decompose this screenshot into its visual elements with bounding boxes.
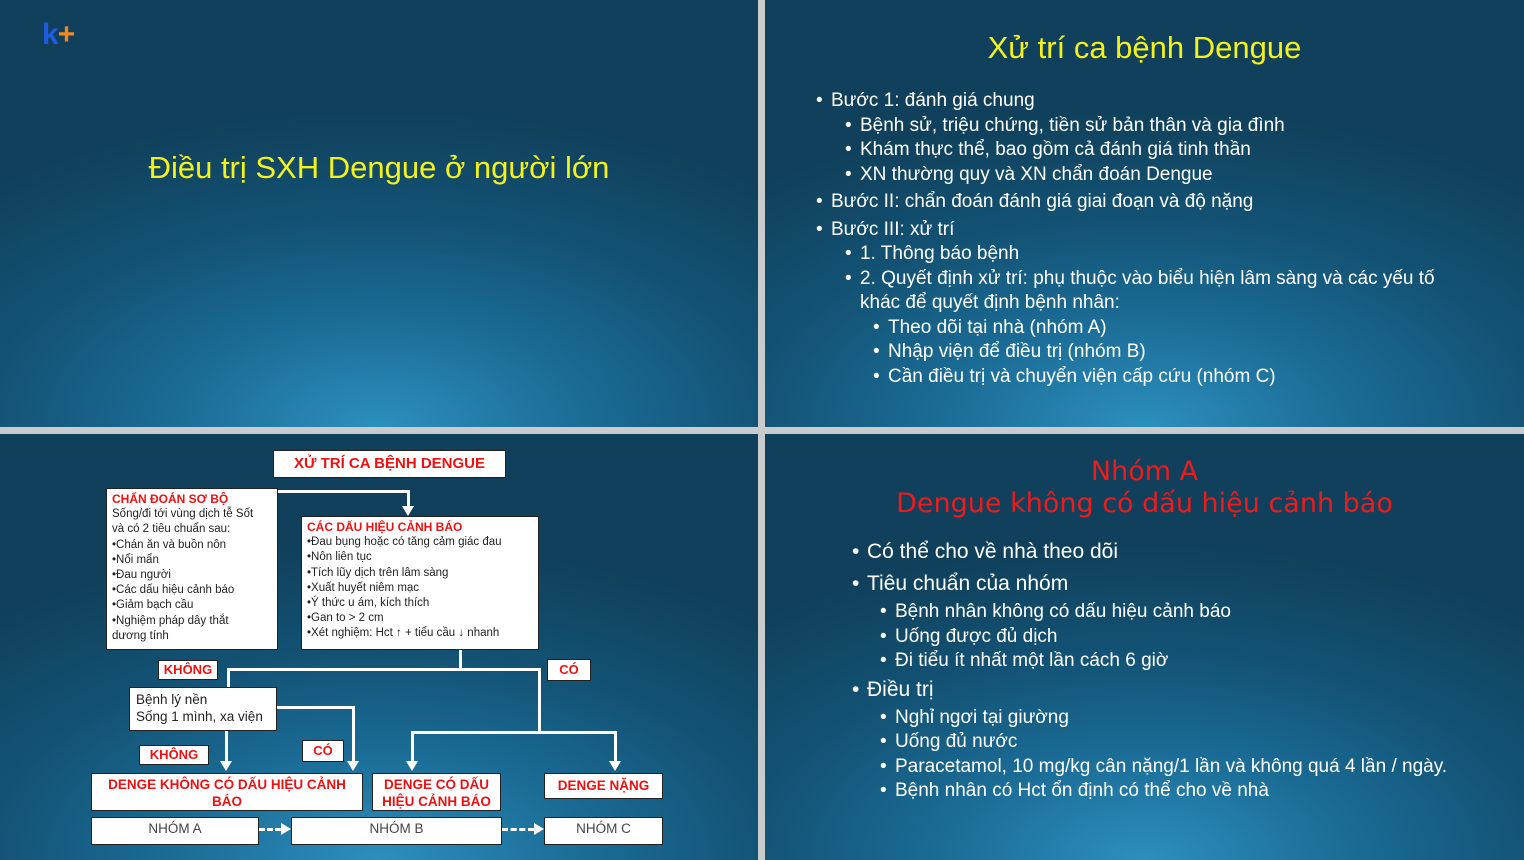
group-c-box: NHÓM C: [544, 817, 663, 845]
slide-2-bullet-list: [831, 86, 1511, 389]
bullet-item: • Bước II: chẩn đoán đánh giá giai đoạn và độ nặng: [831, 190, 1511, 215]
bullet-item: • Nghỉ ngơi tại giường: [895, 706, 1507, 731]
connector-line: [352, 706, 355, 761]
diagnosis-line: và có 2 tiêu chuẩn sau:: [112, 523, 231, 536]
warning-line: •Đau bụng hoặc có tăng cảm giác đau: [307, 536, 502, 549]
group-a-box: NHÓM A: [91, 817, 259, 845]
diagnosis-line: •Giảm bạch cầu: [112, 599, 194, 612]
bullet-item: • Bệnh nhân không có dấu hiệu cảnh báo: [895, 600, 1507, 625]
bullet-item: • 1. Thông báo bệnh: [860, 242, 1511, 267]
connector-line: [411, 731, 617, 734]
diagnosis-box: [106, 488, 278, 650]
warning-line: •Tích lũy dịch trên lâm sàng: [307, 566, 449, 579]
warning-line: •Nôn liên tục: [307, 551, 372, 564]
bullet-item: • Bước 1: đánh giá chung: [831, 89, 1511, 114]
warning-signs-title: CÁC DẤU HIỆU CẢNH BÁO: [307, 520, 463, 534]
warning-line: •Ý thức u ám, kích thích: [307, 597, 430, 610]
slide-1-title: Điều trị SXH Dengue ở người lớn: [148, 150, 610, 185]
warning-signs-box: [301, 516, 539, 650]
flowchart-header: XỬ TRÍ CA BỆNH DENGUE: [273, 450, 506, 478]
bullet-item: • Điều trị: [867, 674, 1507, 706]
warning-line: •Xuất huyết niêm mạc: [307, 581, 420, 594]
slide-4-title-line-1: Nhóm A: [1090, 456, 1199, 487]
diagnosis-line: •Nổi mẩn: [112, 553, 159, 566]
connector-line: [614, 731, 617, 761]
dashed-connector: [502, 828, 534, 831]
dengue-severe-box: DENGE NẶNG: [544, 773, 663, 799]
arrow-down-icon: [609, 761, 621, 771]
connector-line: [459, 650, 462, 670]
bullet-item: • XN thường quy và XN chẩn đoán Dengue: [860, 163, 1511, 188]
slide-4-title: [765, 456, 1524, 520]
logo-k: k: [42, 18, 58, 51]
yes-label-1: CÓ: [547, 659, 591, 681]
bullet-item: • Có thể cho về nhà theo dõi: [867, 536, 1507, 568]
diagnosis-line: •Các dấu hiệu cảnh báo: [112, 584, 235, 597]
underlying-line: Bệnh lý nền: [136, 692, 208, 707]
slide-2-title: Xử trí ca bệnh Dengue: [987, 30, 1302, 65]
slide-3[interactable]: [0, 434, 758, 860]
slide-1[interactable]: [0, 0, 758, 427]
dashed-connector: [259, 828, 281, 831]
bullet-item: • Khám thực thể, bao gồm cả đánh giá tinh thần: [860, 138, 1511, 163]
diagnosis-line: •Chán ăn và buồn nôn: [112, 538, 227, 551]
group-b-box: NHÓM B: [291, 817, 502, 845]
arrow-right-icon: [281, 823, 291, 835]
diagnosis-line: •Nghiệm pháp dây thắt: [112, 614, 229, 627]
dengue-warning-box: DENGE CÓ DẤU HIỆU CẢNH BÁO: [372, 773, 501, 811]
bullet-item: • Uống được đủ dịch: [895, 625, 1507, 650]
connector-line: [227, 668, 230, 688]
bullet-item: • Cần điều trị và chuyển viện cấp cứu (nhóm C): [888, 365, 1511, 390]
arrow-down-icon: [347, 761, 359, 771]
arrow-down-icon: [402, 506, 414, 516]
no-label-2: KHÔNG: [139, 745, 209, 765]
bullet-item: • Nhập viện để điều trị (nhóm B): [888, 340, 1511, 365]
kplus-logo: [42, 18, 74, 52]
diagnosis-line: •Đau người: [112, 569, 171, 582]
arrow-down-icon: [406, 761, 418, 771]
bullet-item: • Bệnh sử, triệu chứng, tiền sử bản thân và gia đình: [860, 114, 1511, 139]
slide-4-title-line-2: Dengue không có dấu hiệu cảnh báo: [896, 488, 1393, 519]
bullet-item: • Tiêu chuẩn của nhóm: [867, 568, 1507, 600]
connector-line: [538, 668, 541, 733]
bullet-item: • 2. Quyết định xử trí: phụ thuộc vào biểu hiện lâm sàng và các yếu tố khác để quyết định bệnh nhân:: [860, 267, 1460, 316]
slide-2[interactable]: [765, 0, 1524, 427]
diagnosis-line: dương tính: [112, 629, 169, 642]
connector-line: [407, 490, 410, 506]
slide-4[interactable]: [765, 434, 1524, 860]
underlying-line: Sống 1 mình, xa viện: [136, 709, 263, 724]
dengue-no-warning-box: DENGE KHÔNG CÓ DẤU HIỆU CẢNH BÁO: [91, 773, 363, 811]
bullet-item: • Theo dõi tại nhà (nhóm A): [888, 316, 1511, 341]
bullet-item: • Bước III: xử trí: [831, 218, 1511, 243]
yes-label-2: CÓ: [302, 740, 344, 762]
bullet-item: • Đi tiểu ít nhất một lần cách 6 giờ: [895, 649, 1507, 674]
bullet-item: • Paracetamol, 10 mg/kg cân nặng/1 lần và không quá 4 lần / ngày.: [895, 755, 1507, 780]
connector-line: [411, 731, 414, 761]
diagnosis-line: Sống/đi tới vùng dịch tễ Sốt: [112, 508, 254, 521]
slide-4-bullet-list: [867, 536, 1507, 804]
connector-line: [225, 731, 228, 761]
arrow-down-icon: [220, 761, 232, 771]
diagnosis-title: CHẨN ĐOÁN SƠ BỘ: [112, 492, 229, 506]
no-label-1: KHÔNG: [158, 660, 218, 680]
arrow-right-icon: [534, 823, 544, 835]
bullet-item: • Uống đủ nước: [895, 730, 1507, 755]
connector-line: [227, 668, 540, 671]
warning-line: •Gan to > 2 cm: [307, 612, 384, 625]
connector-line: [276, 706, 355, 709]
warning-line: •Xét nghiệm: Hct ↑ + tiểu cầu ↓ nhanh: [307, 627, 500, 640]
bullet-item: • Bệnh nhân có Hct ổn định có thể cho về nhà: [895, 779, 1507, 804]
underlying-condition-box: [129, 687, 277, 731]
logo-plus: +: [57, 18, 75, 51]
